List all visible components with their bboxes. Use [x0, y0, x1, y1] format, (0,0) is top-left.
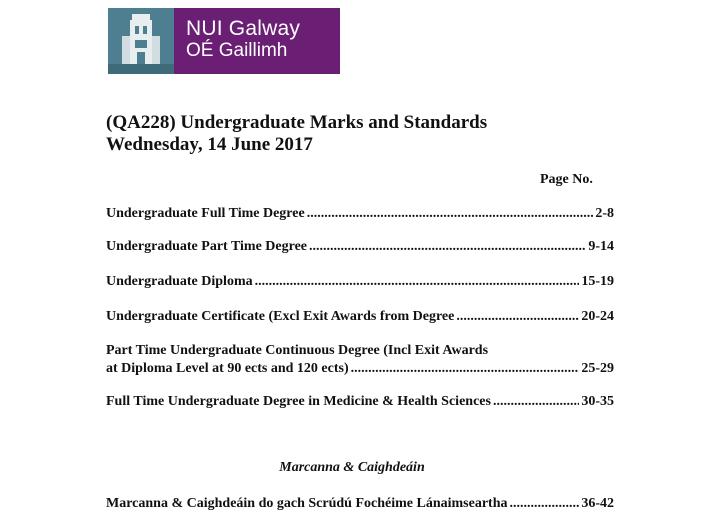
date-line: Wednesday, 14 June 2017 [106, 134, 313, 155]
dot-leader [309, 238, 586, 256]
toc-pages: 20-24 [581, 309, 614, 324]
dot-leader [307, 205, 594, 223]
toc-pages: 2-8 [595, 206, 614, 221]
toc-label: Undergraduate Part Time Degree [106, 239, 308, 254]
toc-label: Undergraduate Diploma [106, 274, 253, 289]
logo-name-irish: OÉ Gaillimh [186, 40, 288, 61]
document-title [106, 112, 487, 156]
irish-section-heading: Marcanna & Caighdeáin [279, 460, 425, 475]
toc-label-line1: Part Time Undergraduate Continuous Degree (Incl Exit Awards [106, 343, 489, 358]
toc-pages: 15-19 [581, 274, 614, 289]
toc-entry [106, 308, 614, 326]
toc-entry [106, 342, 614, 378]
dot-leader [351, 360, 580, 378]
toc-entry [106, 393, 614, 411]
nui-galway-logo [108, 8, 340, 74]
toc-entry [106, 273, 614, 291]
page-no-header: Page No. [540, 172, 593, 187]
title-line: (QA228) Undergraduate Marks and Standards [106, 112, 488, 133]
toc-label: Full Time Undergraduate Degree in Medicine & Health Sciences [106, 394, 491, 409]
toc-label: Undergraduate Certificate (Excl Exit Awards from Degree [106, 309, 455, 324]
toc-label: at Diploma Level at 90 ects and 120 ects) [106, 361, 349, 376]
toc-pages: 25-29 [581, 361, 614, 376]
toc-entry [106, 238, 614, 256]
dot-leader [509, 495, 579, 513]
dot-leader [456, 308, 579, 326]
toc-pages: 9-14 [588, 239, 614, 254]
toc-pages: 30-35 [581, 394, 614, 409]
toc-entry-irish [106, 495, 614, 513]
logo-name-english: NUI Galway [186, 17, 301, 40]
toc-entry [106, 205, 614, 223]
toc-label: Undergraduate Full Time Degree [106, 206, 305, 221]
dot-leader [255, 273, 580, 291]
tower-emblem-icon [108, 8, 174, 74]
toc-pages: 36-42 [581, 496, 614, 511]
dot-leader [493, 393, 579, 411]
toc-label: Marcanna & Caighdeáin do gach Scrúdú Fochéime Lánaimseartha [106, 496, 508, 511]
